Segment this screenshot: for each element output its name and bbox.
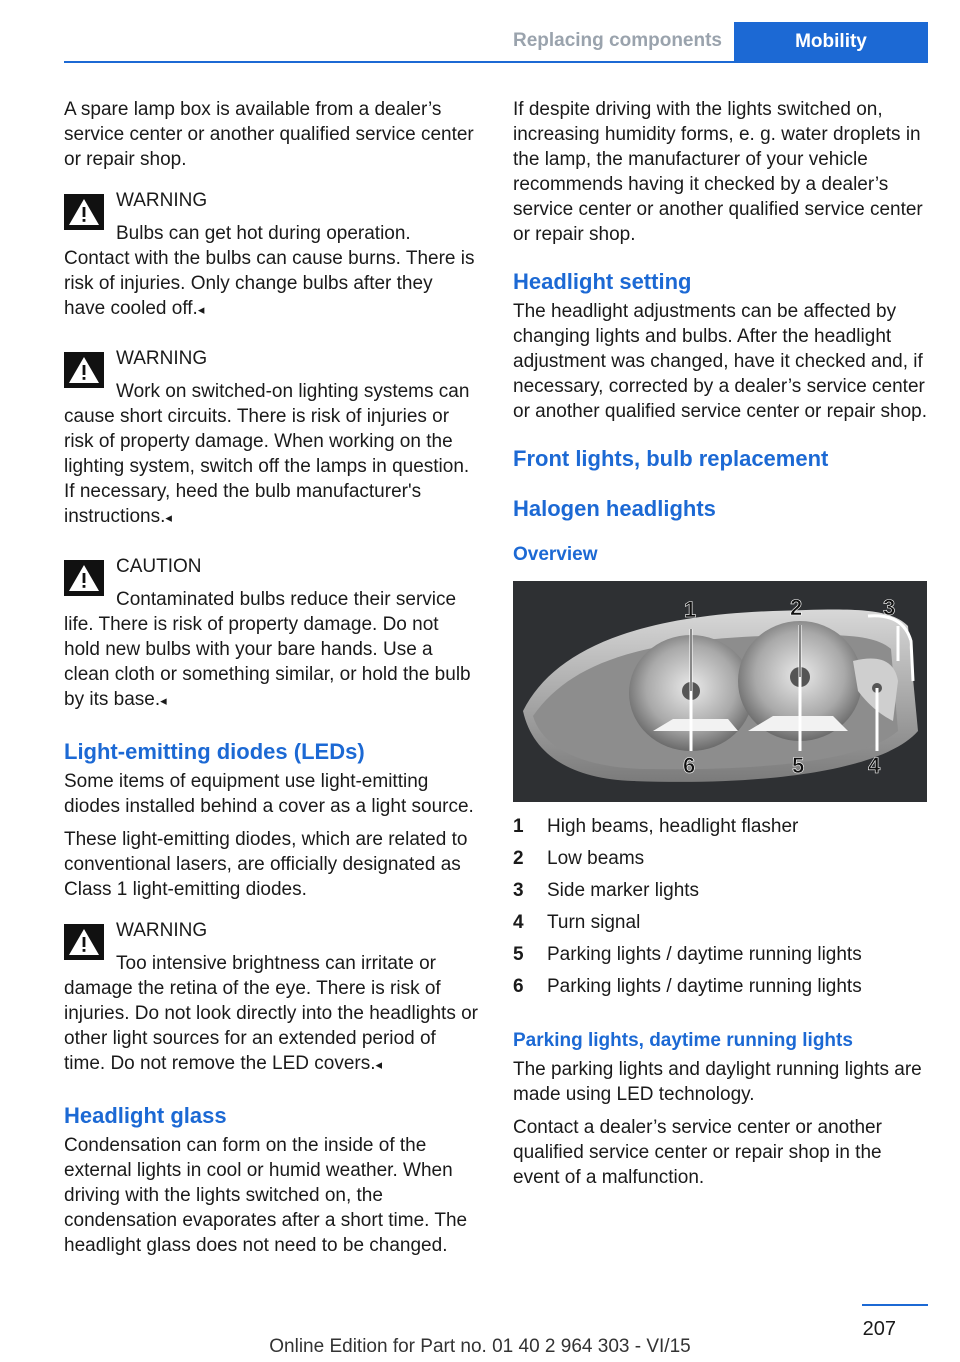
warning-text: Too intensive brightness can irritate or damage the retina of the eye. There is risk of injuries. Do not look directly into the headlights or other light sources for an extended period of time. Do not remove the LED covers. bbox=[64, 953, 479, 1074]
end-mark: ◂ bbox=[375, 1057, 383, 1072]
warning-title: WARNING bbox=[116, 190, 208, 211]
page-number: 207 bbox=[862, 1318, 896, 1340]
footer-rule bbox=[862, 1304, 928, 1306]
legend-number: 2 bbox=[513, 848, 524, 869]
legend-item bbox=[513, 974, 927, 1006]
section-heading-leds: Light-emitting diodes (LEDs) bbox=[64, 739, 365, 764]
callout-label: 3 bbox=[883, 595, 896, 620]
section-heading-headlight-glass: Headlight glass bbox=[64, 1103, 227, 1128]
legend-text: Low beams bbox=[547, 848, 645, 869]
warning-triangle-icon bbox=[64, 352, 104, 388]
right-column bbox=[513, 97, 927, 1198]
callout-label: 2 bbox=[790, 595, 803, 620]
headlight-illustration bbox=[513, 581, 927, 802]
led-paragraph-2: These light-emitting diodes, which are related to conventional lasers, are officially designated as Class 1 light-emitting diodes. bbox=[64, 829, 468, 900]
headlight-setting-paragraph: The headlight adjustments can be affected by changing lights and bulbs. After the headlight adjustment was changed, have it checked and, if necessary, corrected by a dealer’s service center or another qualified service center or repair shop. bbox=[513, 301, 928, 422]
legend-number: 5 bbox=[513, 944, 524, 965]
section-heading-halogen: Halogen headlights bbox=[513, 496, 716, 521]
legend-number: 4 bbox=[513, 912, 524, 933]
callout-label: 4 bbox=[868, 753, 881, 778]
warning-triangle-icon bbox=[64, 560, 104, 596]
headlight-glass-paragraph: Condensation can form on the inside of the external lights in cool or humid weather. When driving with the lights switched on, the condensation evaporates after a short time. The headlight glass does not need to be changed. bbox=[64, 1135, 468, 1256]
warning-short-circuits bbox=[64, 346, 478, 530]
warning-triangle-icon bbox=[64, 194, 104, 230]
legend-item bbox=[513, 910, 927, 942]
parking-paragraph-1: The parking lights and daylight running lights are made using LED technology. bbox=[513, 1059, 922, 1105]
humidity-paragraph: If despite driving with the lights switched on, increasing humidity forms, e. g. water droplets in the lamp, the manufacturer of your vehicle recommends having it checked by a dealer’s service center or another qualified service center or repair shop. bbox=[513, 99, 923, 245]
callout-label: 5 bbox=[792, 753, 805, 778]
header-chapter-tab bbox=[734, 22, 928, 62]
legend-text: Parking lights / daytime running lights bbox=[547, 944, 862, 965]
legend-number: 1 bbox=[513, 816, 524, 837]
header-chapter-label: Mobility bbox=[795, 31, 867, 52]
callout-label: 6 bbox=[683, 753, 696, 778]
subheading-parking-lights: Parking lights, daytime running lights bbox=[513, 1030, 853, 1051]
warning-brightness bbox=[64, 918, 478, 1077]
warning-text: Work on switched-on lighting systems can cause short circuits. There is risk of injuries or risk of property damage. When working on the lighting system, switch off the lamps in question. If necessary, heed the bulb manufacturer's instructions. bbox=[64, 381, 470, 527]
warning-hot-bulbs bbox=[64, 188, 478, 322]
caution-text: Contaminated bulbs reduce their service life. There is risk of property damage. Do not hold new bulbs with your bare hands. Use a clean cloth or something similar, or hold the bulb by its base. bbox=[64, 589, 471, 710]
edition-footer: Online Edition for Part no. 01 40 2 964 303 - VI/15 bbox=[269, 1336, 691, 1357]
header-rule bbox=[64, 61, 928, 63]
legend-text: Parking lights / daytime running lights bbox=[547, 976, 862, 997]
warning-text: Bulbs can get hot during operation. Contact with the bulbs can cause burns. There is risk of injuries. Only change bulbs after they have cooled off. bbox=[64, 223, 475, 319]
left-column bbox=[64, 97, 478, 1266]
legend-item bbox=[513, 878, 927, 910]
led-paragraph-1: Some items of equipment use light-emitting diodes installed behind a cover as a light source. bbox=[64, 771, 474, 817]
headlight-overview-figure bbox=[513, 581, 927, 802]
end-mark: ◂ bbox=[197, 302, 205, 317]
legend-text: High beams, headlight flasher bbox=[547, 816, 799, 837]
caution-contaminated-bulbs bbox=[64, 554, 478, 713]
legend-item bbox=[513, 846, 927, 878]
legend-item bbox=[513, 942, 927, 974]
intro-paragraph: A spare lamp box is available from a dealer’s service center or another qualified service center or repair shop. bbox=[64, 99, 474, 170]
figure-legend bbox=[513, 814, 927, 1006]
legend-number: 3 bbox=[513, 880, 524, 901]
section-heading-headlight-setting: Headlight setting bbox=[513, 269, 692, 294]
callout-label: 1 bbox=[684, 597, 697, 622]
warning-title: WARNING bbox=[116, 348, 208, 369]
legend-text: Turn signal bbox=[547, 912, 641, 933]
legend-number: 6 bbox=[513, 976, 524, 997]
caution-title: CAUTION bbox=[116, 556, 202, 577]
end-mark: ◂ bbox=[165, 510, 172, 525]
legend-text: Side marker lights bbox=[547, 880, 700, 901]
subheading-overview: Overview bbox=[513, 544, 598, 565]
end-mark: ◂ bbox=[160, 693, 167, 708]
header-section-title: Replacing components bbox=[512, 30, 722, 51]
legend-item bbox=[513, 814, 927, 846]
page-header bbox=[0, 0, 960, 62]
warning-title: WARNING bbox=[116, 920, 208, 941]
parking-paragraph-2: Contact a dealer’s service center or another qualified service center or repair shop in the event of a malfunction. bbox=[513, 1117, 882, 1188]
warning-triangle-icon bbox=[64, 924, 104, 960]
section-heading-front-lights: Front lights, bulb replacement bbox=[513, 446, 829, 471]
